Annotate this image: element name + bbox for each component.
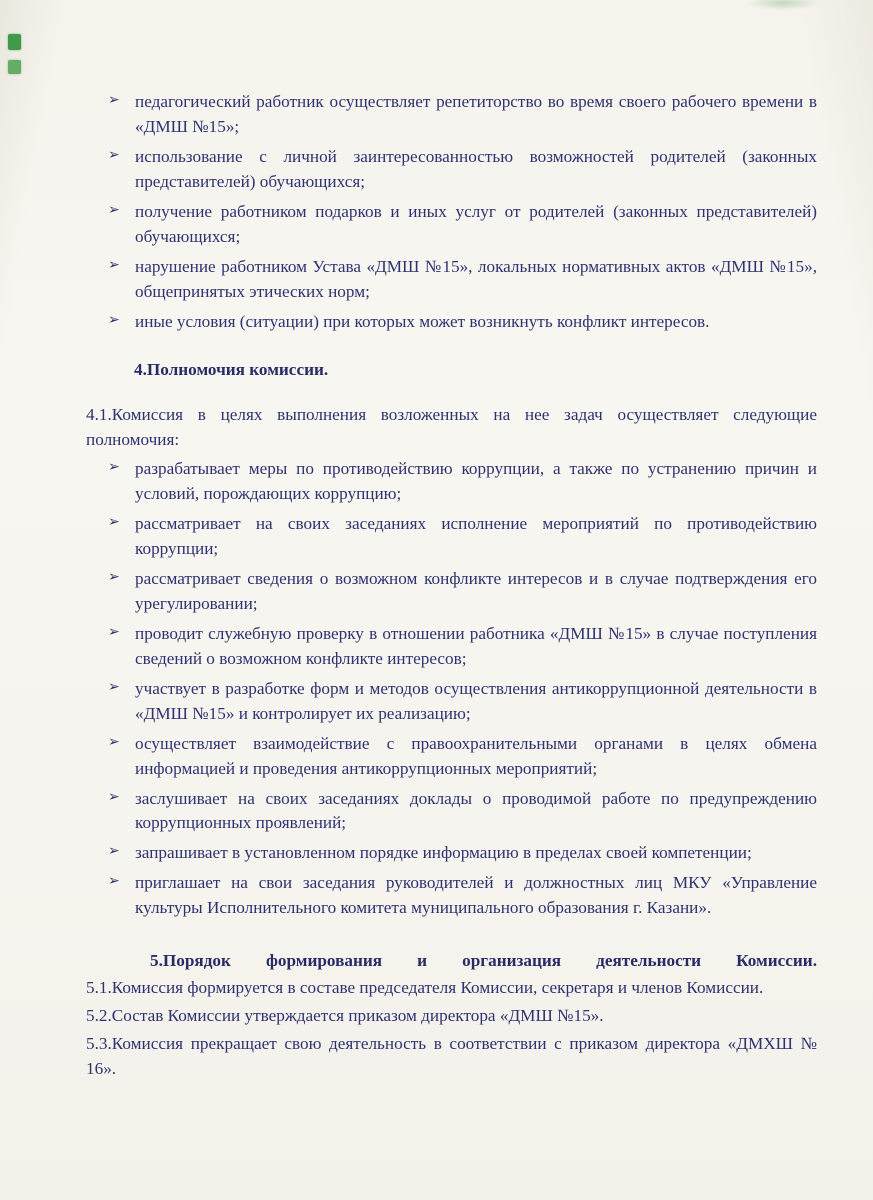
list-item xyxy=(86,200,817,250)
list-item xyxy=(86,457,817,507)
arrow-bullet-icon: ➢ xyxy=(108,788,120,805)
scan-artifact-smudge xyxy=(748,0,818,10)
arrow-bullet-icon: ➢ xyxy=(108,843,120,860)
list-item-text: использование с личной заинтересованностью возможностей родителей (законных представителей) обучающихся; xyxy=(135,146,817,191)
list-item-text: участвует в разработке форм и методов осуществления антикоррупционной деятельности в «ДМШ №15» и контролирует их реализацию; xyxy=(135,678,817,723)
arrow-bullet-icon: ➢ xyxy=(108,514,120,531)
list-item-text: заслушивает на своих заседаниях доклады о проводимой работе по предупреждению коррупционных проявлений; xyxy=(135,788,817,833)
list-item-text: разрабатывает меры по противодействию коррупции, а также по устранению причин и условий, порождающих коррупцию; xyxy=(135,459,817,504)
list-item-text: рассматривает сведения о возможном конфликте интересов и в случае подтверждения его урегулировании; xyxy=(135,569,817,613)
list-item xyxy=(86,622,817,672)
arrow-bullet-icon: ➢ xyxy=(108,201,120,218)
list-item xyxy=(86,255,817,305)
list-item-text: рассматривает на своих заседаниях исполнение мероприятий по противодействию коррупции; xyxy=(135,514,817,559)
list-item-text: осуществляет взаимодействие с правоохранительными органами в целях обмена информацией и проведения антикоррупционных мероприятий; xyxy=(135,733,817,778)
list-item xyxy=(86,871,817,921)
arrow-bullet-icon: ➢ xyxy=(108,146,120,163)
list-item xyxy=(86,310,817,335)
arrow-bullet-icon: ➢ xyxy=(108,92,120,108)
list-item xyxy=(86,512,817,562)
document-content xyxy=(86,90,817,1085)
section-5-heading: 5.Порядок формирования и организация деятельности Комиссии. xyxy=(150,951,817,971)
commission-powers-list xyxy=(86,457,817,921)
arrow-bullet-icon: ➢ xyxy=(108,678,120,695)
list-item xyxy=(86,145,817,195)
list-item-text: нарушение работником Устава «ДМШ №15», локальных нормативных актов «ДМШ №15», общепринятых этических норм; xyxy=(135,256,817,301)
arrow-bullet-icon: ➢ xyxy=(108,256,120,273)
arrow-bullet-icon: ➢ xyxy=(108,623,120,640)
list-item xyxy=(86,567,817,617)
clause-4-1: 4.1.Комиссия в целях выполнения возложенных на нее задач осуществляет следующие полномочия: xyxy=(86,405,817,450)
list-item-text: приглашает на свои заседания руководителей и должностных лиц МКУ «Управление культуры Исполнительного комитета муниципального образования г. Казани». xyxy=(135,873,817,918)
list-item-text: запрашивает в установленном порядке информацию в пределах своей компетенции; xyxy=(135,843,752,863)
arrow-bullet-icon: ➢ xyxy=(108,311,120,328)
list-item-text: получение работником подарков и иных услуг от родителей (законных представителей) обучающихся; xyxy=(135,201,817,246)
section-4-heading: 4.Полномочия комиссии. xyxy=(134,360,329,380)
list-item xyxy=(86,677,817,727)
list-item xyxy=(86,732,817,782)
conflict-situations-list xyxy=(86,90,817,334)
scan-artifact-green-1 xyxy=(8,34,21,50)
arrow-bullet-icon: ➢ xyxy=(108,733,120,750)
list-item-text: иные условия (ситуации) при которых может возникнуть конфликт интересов. xyxy=(135,311,710,331)
scan-artifact-green-2 xyxy=(8,60,21,74)
arrow-bullet-icon: ➢ xyxy=(108,873,120,890)
list-item xyxy=(86,787,817,837)
list-item-text: проводит служебную проверку в отношении работника «ДМШ №15» в случае поступления сведений о возможном конфликте интересов; xyxy=(135,623,817,668)
list-item xyxy=(86,841,817,866)
clause-5-2: 5.2.Состав Комиссии утверждается приказом директора «ДМШ №15». xyxy=(86,1006,604,1026)
clause-5-1: 5.1.Комиссия формируется в составе председателя Комиссии, секретаря и членов Комиссии. xyxy=(86,978,764,998)
arrow-bullet-icon: ➢ xyxy=(108,459,120,476)
clause-5-3: 5.3.Комиссия прекращает свою деятельность в соответствии с приказом директора «ДМХШ № 16». xyxy=(86,1034,817,1078)
list-item-text: педагогический работник осуществляет репетиторство во время своего рабочего времени в «ДМШ №15»; xyxy=(135,92,817,136)
list-item xyxy=(86,90,817,140)
arrow-bullet-icon: ➢ xyxy=(108,569,120,585)
